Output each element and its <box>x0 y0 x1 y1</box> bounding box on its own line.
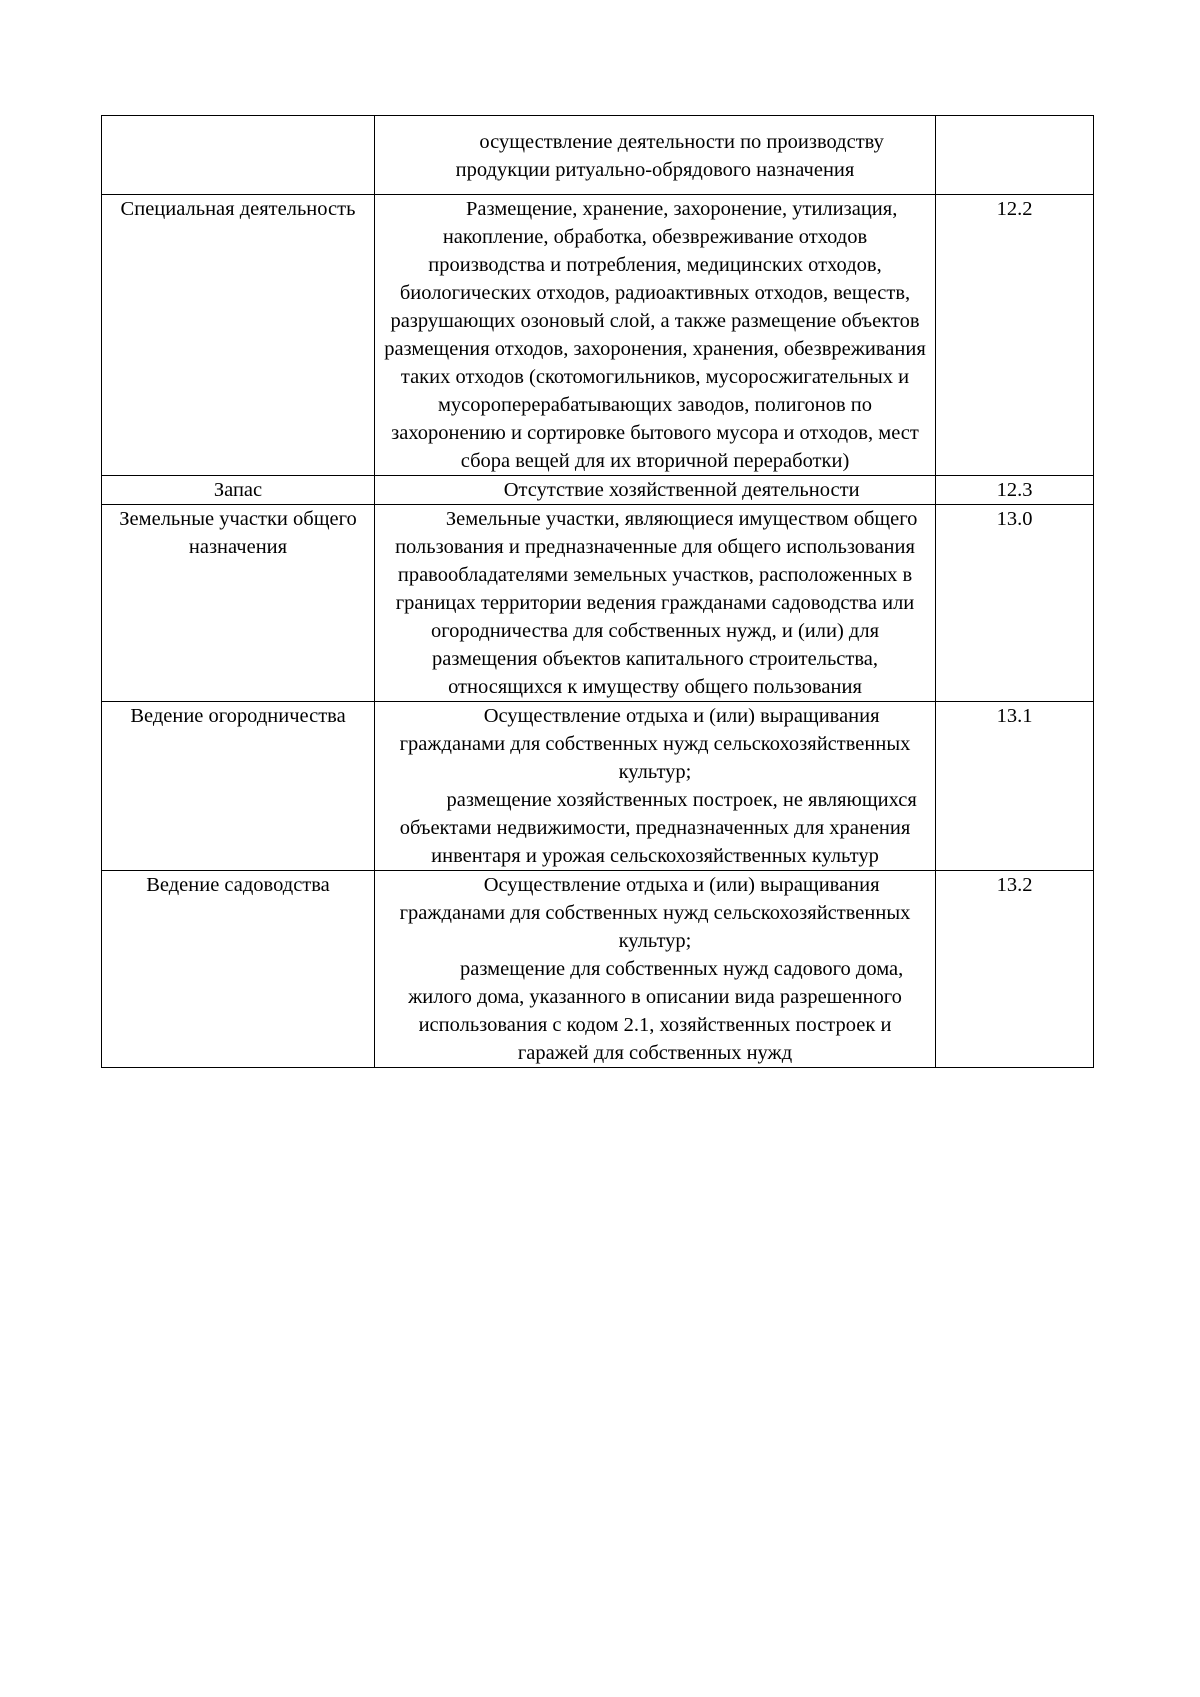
use-code-cell: 13.0 <box>936 505 1094 702</box>
use-description-cell <box>375 116 936 195</box>
use-code-cell: 13.2 <box>936 871 1094 1068</box>
description-paragraph: Земельные участки, являющиеся имуществом общего пользования и предназначенные для общего использования правообладателями земельных участков, расположенных в границах территории ведения гражданами садоводства или огородничества для собственных нужд, и (или) для размещения объектов капитального строительства, относящихся к имуществу общего пользования <box>395 508 918 698</box>
use-description-cell <box>375 871 936 1068</box>
land-use-table <box>101 115 1094 1068</box>
use-code-cell <box>936 116 1094 195</box>
use-code-cell: 12.3 <box>936 476 1094 505</box>
use-description-cell <box>375 505 936 702</box>
use-description-cell <box>375 195 936 476</box>
description-paragraph: Осуществление отдыха и (или) выращивания гражданами для собственных нужд сельскохозяйственных культур; <box>399 874 911 952</box>
description-paragraph: размещение для собственных нужд садового дома, жилого дома, указанного в описании вида разрешенного использования с кодом 2.1, хозяйственных построек и гаражей для собственных нужд <box>408 958 904 1064</box>
description-paragraph: размещение хозяйственных построек, не являющихся объектами недвижимости, предназначенных для хранения инвентаря и урожая сельскохозяйственных культур <box>399 789 917 867</box>
table-row <box>102 476 1094 505</box>
table-row <box>102 195 1094 476</box>
use-name-cell: Земельные участки общего назначения <box>102 505 375 702</box>
use-description-cell <box>375 476 936 505</box>
description-paragraph: Осуществление отдыха и (или) выращивания гражданами для собственных нужд сельскохозяйственных культур; <box>399 705 911 783</box>
use-name-cell <box>102 116 375 195</box>
use-name-cell: Ведение огородничества <box>102 702 375 871</box>
description-paragraph: Размещение, хранение, захоронение, утилизация, накопление, обработка, обезвреживание отходов производства и потребления, медицинских отходов, биологических отходов, радиоактивных отходов, веществ, разрушающих озоновый слой, а также размещение объектов размещения отходов, захоронения, хранения, обезвреживания таких отходов (скотомогильников, мусоросжигательных и мусороперерабатывающих заводов, полигонов по захоронению и сортировке бытового мусора и отходов, мест сбора вещей для их вторичной переработки) <box>384 198 926 472</box>
use-name-cell: Запас <box>102 476 375 505</box>
use-name-cell: Специальная деятельность <box>102 195 375 476</box>
description-paragraph: Отсутствие хозяйственной деятельности <box>503 479 860 501</box>
use-name-cell: Ведение садоводства <box>102 871 375 1068</box>
table-row <box>102 702 1094 871</box>
use-code-cell: 13.1 <box>936 702 1094 871</box>
table-row <box>102 505 1094 702</box>
table-row <box>102 116 1094 195</box>
use-code-cell: 12.2 <box>936 195 1094 476</box>
use-description-cell <box>375 702 936 871</box>
table-row <box>102 871 1094 1068</box>
description-paragraph: осуществление деятельности по производству продукции ритуально-обрядового назначения <box>455 131 884 181</box>
